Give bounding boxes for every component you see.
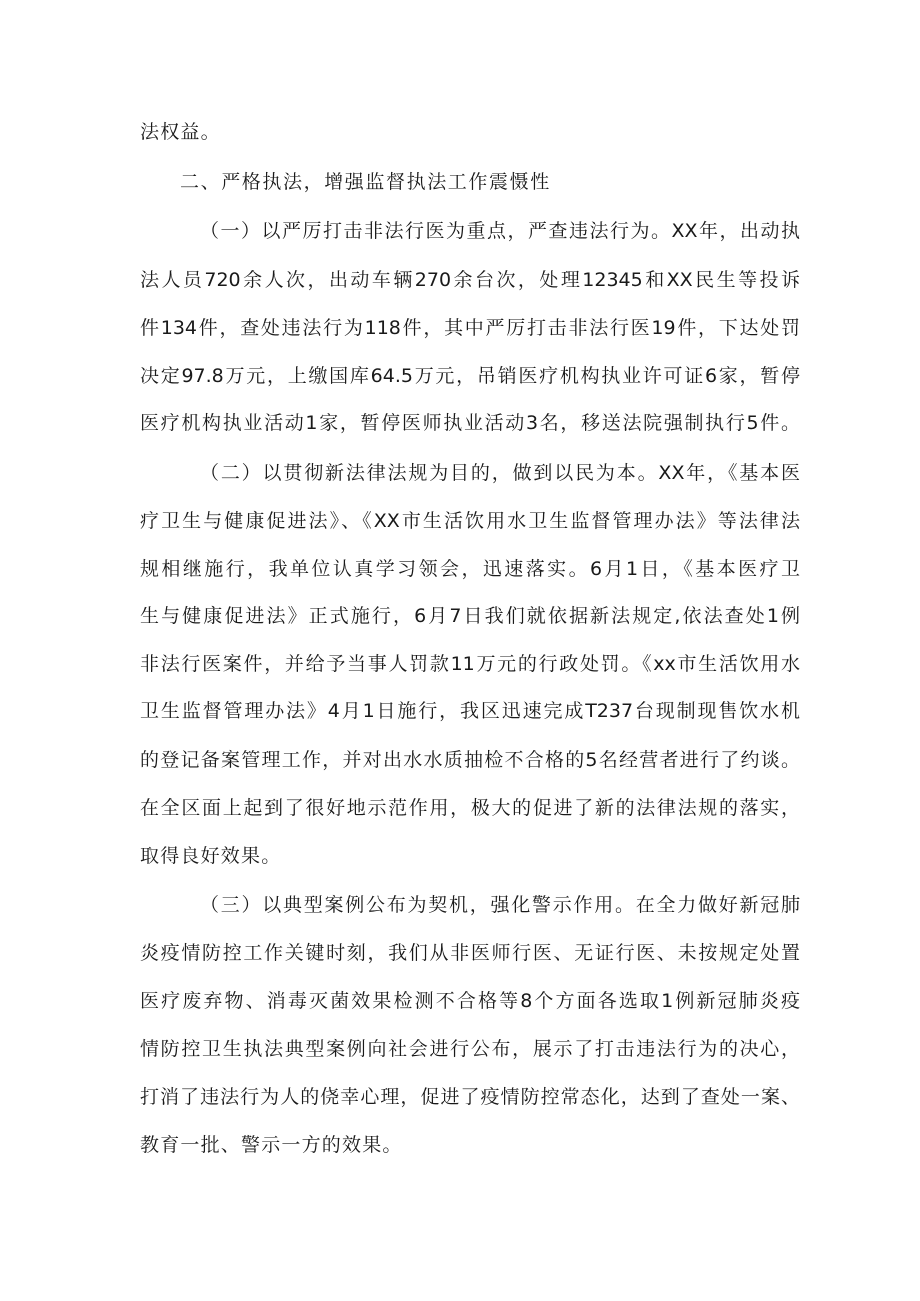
paragraph-line: 情防控卫生执法典型案例向社会进行公布，展示了打击违法行为的决心，	[140, 1038, 800, 1060]
paragraph-line: 决定97.8万元，上缴国库64.5万元，吊销医疗机构执业许可证6家，暂停	[140, 365, 800, 387]
section-heading: 二、严格执法，增强监督执法工作震慑性	[180, 171, 551, 193]
paragraph-line: 教育一批、警示一方的效果。	[140, 1134, 403, 1156]
paragraph-line: 的登记备案管理工作，并对出水水质抽检不合格的5名经营者进行了约谈。	[140, 749, 800, 771]
paragraph-line: 规相继施行，我单位认真学习领会，迅速落实。6月1日，《基本医疗卫	[140, 558, 800, 580]
paragraph-line: 非法行医案件，并给予当事人罚款11万元的行政处罚。《xx市生活饮用水	[140, 653, 800, 675]
paragraph-line: 法权益。	[140, 121, 221, 143]
paragraph-line: 疗卫生与健康促进法》、《XX市生活饮用水卫生监督管理办法》等法律法	[140, 510, 800, 532]
paragraph-line: 卫生监督管理办法》4月1日施行，我区迅速完成T237台现制现售饮水机	[140, 700, 800, 722]
paragraph-line: 炎疫情防控工作关键时刻，我们从非医师行医、无证行医、未按规定处置	[140, 942, 800, 964]
paragraph-line: （一）以严厉打击非法行医为重点，严查违法行为。XX年，出动执	[200, 220, 800, 242]
paragraph-line: （三）以典型案例公布为契机，强化警示作用。在全力做好新冠肺	[200, 894, 800, 916]
paragraph-line: 医疗废弃物、消毒灭菌效果检测不合格等8个方面各选取1例新冠肺炎疫	[140, 990, 800, 1012]
paragraph-line: 打消了违法行为人的侥幸心理，促进了疫情防控常态化，达到了查处一案、	[140, 1086, 800, 1108]
paragraph-line: 在全区面上起到了很好地示范作用，极大的促进了新的法律法规的落实，	[140, 797, 800, 819]
paragraph-line: 法人员720余人次，出动车辆270余台次，处理12345和XX民生等投诉	[140, 269, 800, 291]
paragraph-line: 生与健康促进法》正式施行，6月7日我们就依据新法规定,依法查处1例	[140, 605, 800, 627]
paragraph-line: （二）以贯彻新法律法规为目的，做到以民为本。XX年，《基本医	[200, 462, 800, 484]
paragraph-line: 件134件，查处违法行为118件，其中严厉打击非法行医19件，下达处罚	[140, 317, 800, 339]
paragraph-line: 取得良好效果。	[140, 845, 282, 867]
paragraph-line: 医疗机构执业活动1家，暂停医师执业活动3名，移送法院强制执行5件。	[140, 412, 800, 434]
